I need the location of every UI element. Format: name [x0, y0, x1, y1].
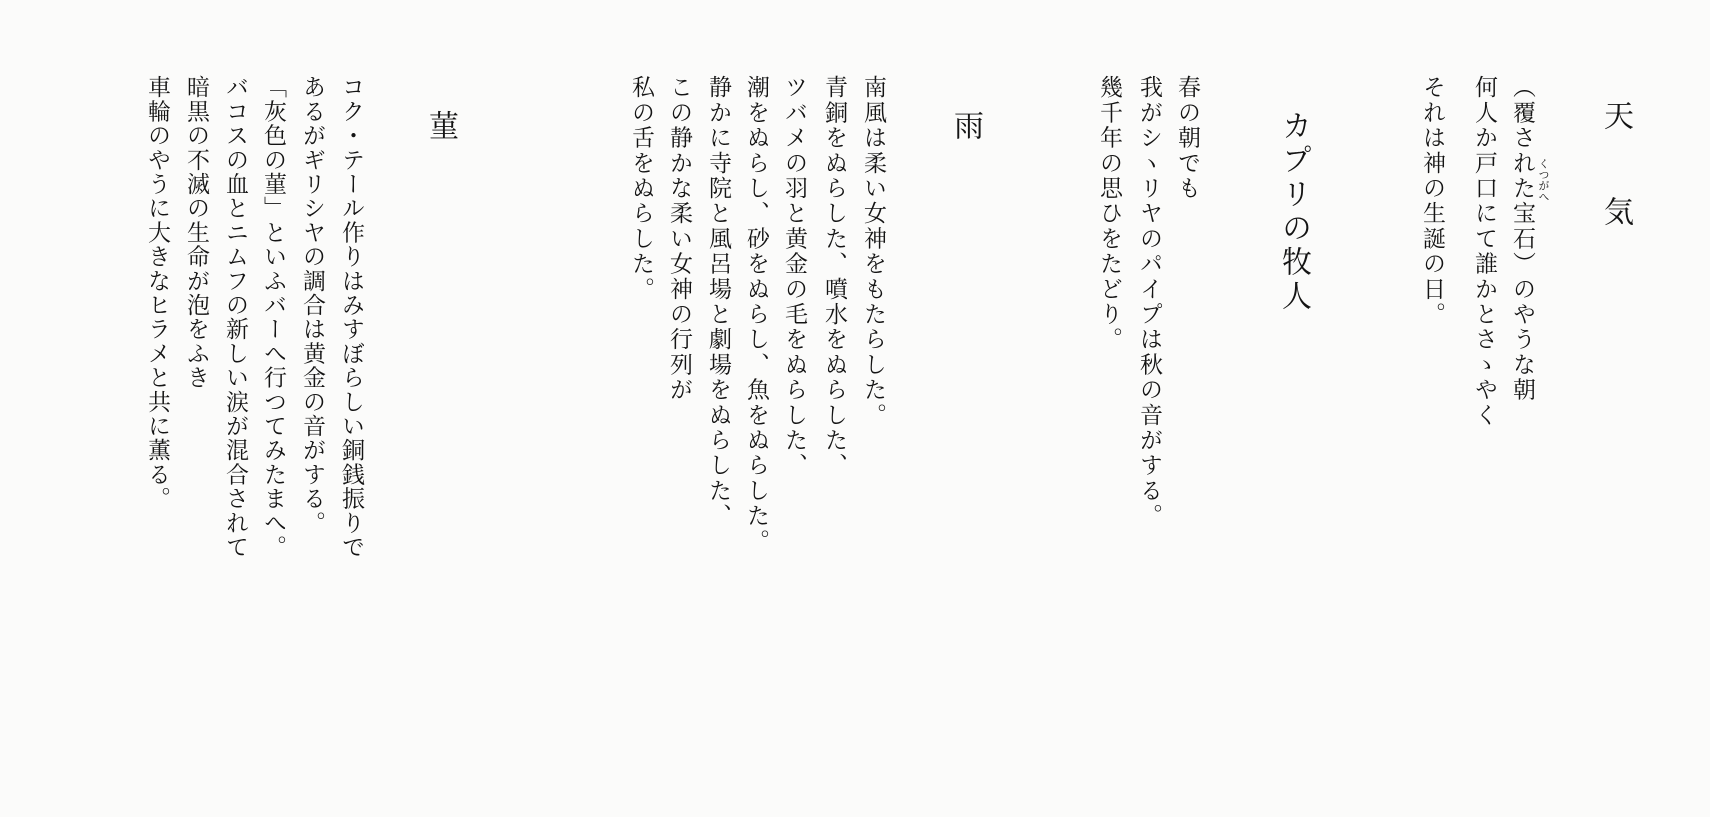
poem-line: （覆された宝石）のやうな朝 [1509, 75, 1535, 403]
poem-line: ツバメの羽と黄金の毛をぬらした、 [781, 75, 807, 479]
poem-line: 南風は柔い女神をもたらした。 [860, 75, 886, 428]
poem-line: 私の舌をぬらした。 [628, 75, 654, 302]
poem-line: 我がシヽリヤのパイプは秋の音がする。 [1136, 75, 1162, 529]
poem-line: 「灰色の菫」といふバーへ行つてみたまへ。 [260, 75, 286, 559]
poem-title-ame: 雨 [948, 110, 983, 140]
poem-line: 暗黒の不滅の生命が泡をふき [183, 75, 209, 390]
furigana-kutsugae: くつがへ [1537, 158, 1550, 202]
poem-line: 何人か戸口にて誰かとさゝやく [1471, 75, 1497, 428]
poem-title-sumire: 菫 [423, 110, 458, 140]
poem-line: バコスの血とニムフの新しい涙が混合されて [222, 75, 248, 559]
poem-line: それは神の生誕の日。 [1419, 75, 1445, 327]
poem-line: 幾千年の思ひをたどり。 [1096, 75, 1122, 353]
poem-line: 静かに寺院と風呂場と劇場をぬらした、 [705, 75, 731, 529]
poem-title-capri: カプリの牧人 [1276, 110, 1311, 314]
poem-line: 青銅をぬらした、噴水をぬらした、 [821, 75, 847, 479]
poem-line: コク・テール作りはみすぼらしい銅銭振りで [338, 75, 364, 559]
poem-line: 春の朝でも [1174, 75, 1200, 201]
poem-title-tenki: 天 気 [1598, 100, 1633, 244]
poem-line: あるがギリシヤの調合は黄金の音がする。 [299, 75, 325, 535]
poem-line: この静かな柔い女神の行列が [666, 75, 692, 403]
poem-line: 潮をぬらし、砂をぬらし、魚をぬらした。 [743, 75, 769, 554]
poem-line: 車輪のやうに大きなヒラメと共に薫る。 [144, 75, 170, 511]
